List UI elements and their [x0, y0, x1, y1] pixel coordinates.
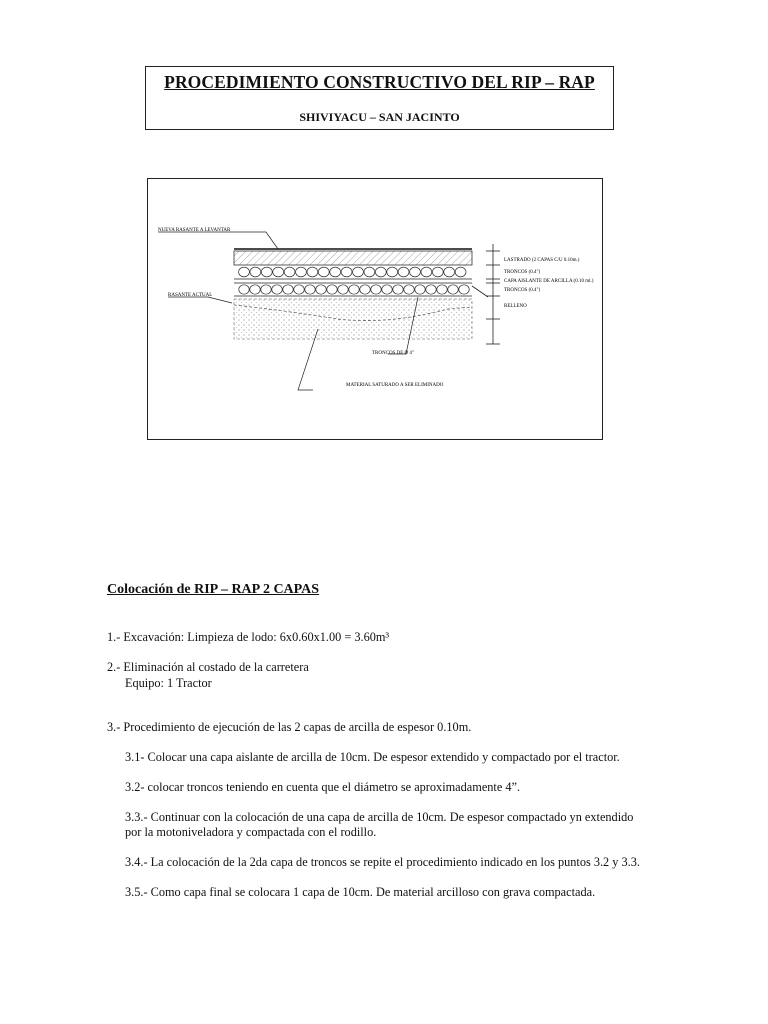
log-mark	[273, 267, 284, 277]
step-1: 1.- Excavación: Limpieza de lodo: 6x0.60x1.00 = 3.60m³	[107, 630, 390, 644]
step-3-3-line-2: por la motoniveladora y compactada con el rodillo.	[125, 825, 377, 839]
log-mark	[307, 267, 318, 277]
document-subtitle: SHIVIYACU – SAN JACINTO	[299, 110, 460, 124]
log-mark	[353, 267, 364, 277]
log-mark	[360, 285, 370, 294]
log-mark	[432, 267, 443, 277]
log-mark	[421, 267, 432, 277]
log-mark	[283, 285, 293, 294]
step-3-3-line-1: 3.3.- Continuar con la colocación de una capa de arcilla de 10cm. De espesor compactado yn extendido	[125, 810, 634, 824]
log-mark	[305, 285, 315, 294]
log-mark	[338, 285, 348, 294]
log-mark	[327, 285, 337, 294]
log-mark	[387, 267, 398, 277]
log-mark	[284, 267, 295, 277]
cross-section-figure	[147, 178, 603, 440]
log-mark	[364, 267, 375, 277]
fill-layer	[234, 299, 472, 339]
lastrado-layer	[234, 249, 472, 265]
step-2-equipment: Equipo: 1 Tractor	[125, 676, 212, 690]
step-3-5: 3.5.- Como capa final se colocara 1 capa de 10cm. De material arcilloso con grava compactada.	[125, 885, 596, 899]
log-mark	[448, 285, 458, 294]
log-mark	[239, 267, 250, 277]
step-3-4: 3.4.- La colocación de la 2da capa de troncos se repite el procedimiento indicado en los puntos 3.2 y 3.3.	[125, 855, 640, 869]
logs-mid-layer	[239, 285, 469, 294]
label-lastrado: LASTRADO (2 CAPAS C/U 0.10m.)	[504, 258, 580, 263]
log-mark	[398, 267, 409, 277]
log-mark	[415, 285, 425, 294]
log-mark	[250, 285, 260, 294]
log-mark	[250, 267, 261, 277]
log-mark	[375, 267, 386, 277]
log-mark	[459, 285, 469, 294]
log-mark	[444, 267, 455, 277]
log-mark	[272, 285, 282, 294]
step-3-2: 3.2- colocar troncos teniendo en cuenta que el diámetro se aproximadamente 4”.	[125, 780, 521, 794]
document-title: PROCEDIMIENTO CONSTRUCTIVO DEL RIP – RAP	[164, 72, 595, 92]
label-capa-aislante: CAPA AISLANTE DE ARCILLA (0.10 ml.)	[504, 279, 594, 284]
label-troncos-bottom: TRONCOS DE Ø 4"	[372, 351, 414, 356]
step-3: 3.- Procedimiento de ejecución de las 2 capas de arcilla de espesor 0.10m.	[107, 720, 472, 734]
log-mark	[349, 285, 359, 294]
title-box	[145, 66, 614, 130]
log-mark	[261, 267, 272, 277]
label-relleno: RELLENO	[504, 304, 527, 309]
log-mark	[404, 285, 414, 294]
section-heading: Colocación de RIP – RAP 2 CAPAS	[107, 582, 320, 597]
log-mark	[426, 285, 436, 294]
log-mark	[261, 285, 271, 294]
label-troncos-mid: TRONCOS (0.4")	[504, 288, 541, 293]
log-mark	[371, 285, 381, 294]
log-mark	[330, 267, 341, 277]
log-mark	[341, 267, 352, 277]
log-mark	[437, 285, 447, 294]
label-nueva-rasante: NUEVA RASANTE A LEVANTAR	[158, 228, 231, 233]
dimension-lines	[472, 244, 500, 344]
log-mark	[239, 285, 249, 294]
log-mark	[294, 285, 304, 294]
log-mark	[393, 285, 403, 294]
cross-section-diagram	[148, 179, 604, 441]
label-troncos-top: TRONCOS (0.4")	[504, 270, 541, 275]
step-2: 2.- Eliminación al costado de la carretera	[107, 660, 309, 674]
log-mark	[455, 267, 466, 277]
log-mark	[382, 285, 392, 294]
log-mark	[318, 267, 329, 277]
log-mark	[316, 285, 326, 294]
step-3-1: 3.1- Colocar una capa aislante de arcilla de 10cm. De espesor extendido y compactado por el tractor.	[125, 750, 620, 764]
label-rasante-actual: RASANTE ACTUAL	[168, 293, 213, 298]
label-material-saturado: MATERIAL SATURADO A SER ELIMINADO	[346, 383, 444, 388]
log-mark	[296, 267, 307, 277]
logs-top-layer	[239, 267, 466, 277]
log-mark	[410, 267, 421, 277]
